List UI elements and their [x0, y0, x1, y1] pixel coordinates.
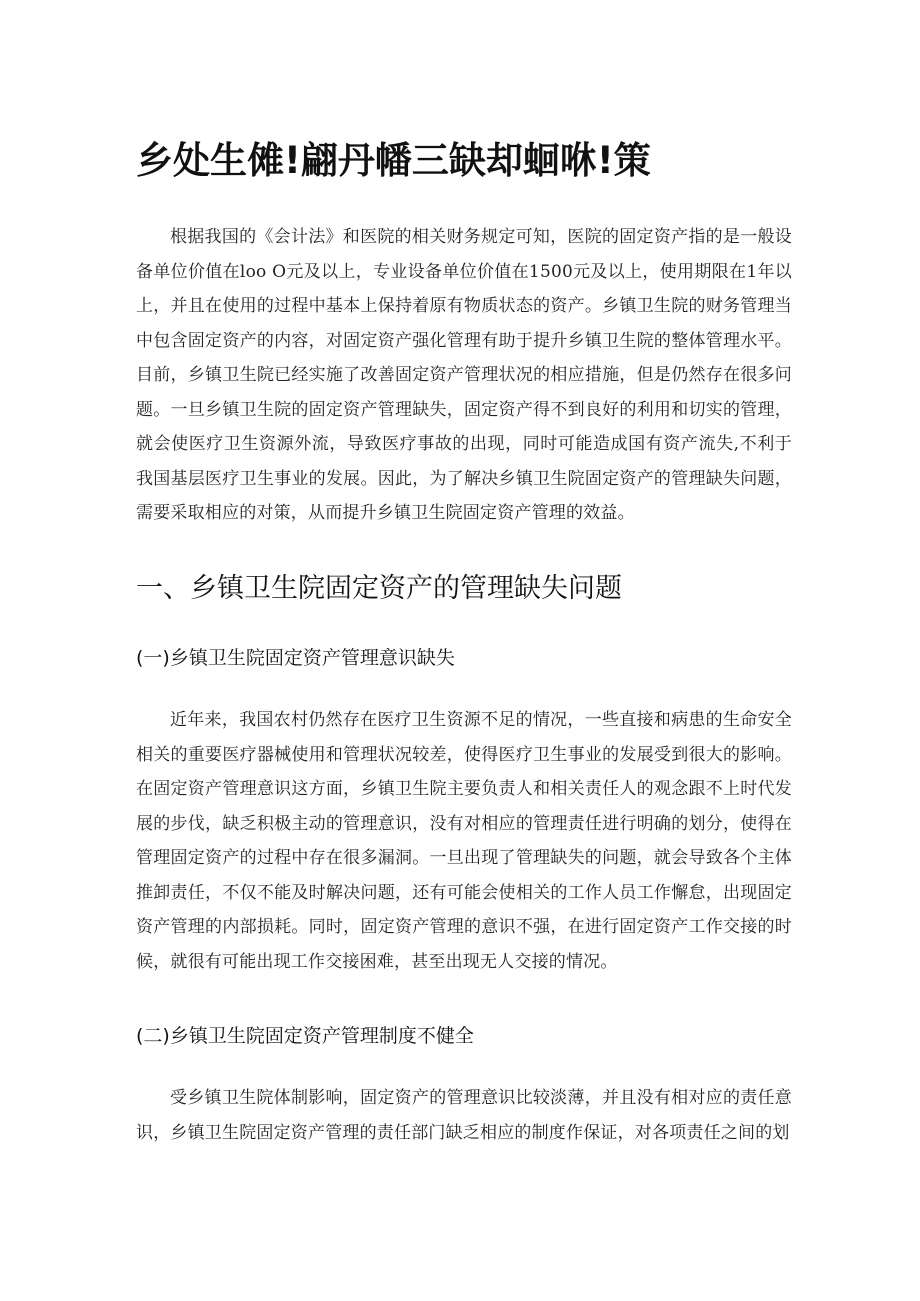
body-paragraph-awareness: 近年来，我国农村仍然存在医疗卫生资源不足的情况，一些直接和病患的生命安全相关的重要医疗器械使用和管理状况较差，使得医疗卫生事业的发展受到很大的影响。在固定资产管理意识这方面，乡镇卫生院主要负责人和相关责任人的观念跟不上时代发展的步伐，缺乏积极主动的管理意识，没有对相应的管理责任进行明确的划分，使得在管理固定资产的过程中存在很多漏洞。一旦出现了管理缺失的问题，就会导致各个主体推卸责任，不仅不能及时解决问题，还有可能会使相关的工作人员工作懈怠，出现固定资产管理的内部损耗。同时，固定资产管理的意识不强，在进行固定资产工作交接的时候，就很有可能出现工作交接困难，甚至出现无人交接的情况。	[136, 710, 792, 972]
document-title: 乡处生傩!翩丹幡三缺却蛔咻!策	[136, 139, 651, 182]
section-heading-1: 一、乡镇卫生院固定资产的管理缺失问题	[136, 573, 622, 604]
intro-paragraph: 根据我国的《会计法》和医院的相关财务规定可知，医院的固定资产指的是一般设备单位价值在loo O元及以上，专业设备单位价值在1500元及以上，使用期限在1年以上，并且在使用的过程中基本上保持着原有物质状态的资产。乡镇卫生院的财务管理当中包含固定资产的内容，对固定资产强化管理有助于提升乡镇卫生院的整体管理水平。目前，乡镇卫生院已经实施了改善固定资产管理状况的相应措施，但是仍然存在很多问题。一旦乡镇卫生院的固定资产管理缺失，固定资产得不到良好的利用和切实的管理，就会使医疗卫生资源外流，导致医疗事故的出现，同时可能造成国有资产流失,不利于我国基层医疗卫生事业的发展。因此，为了解决乡镇卫生院固定资产的管理缺失问题，需要采取相应的对策，从而提升乡镇卫生院固定资产管理的效益。	[136, 227, 792, 523]
body-paragraph-system: 受乡镇卫生院体制影响，固定资产的管理意识比较淡薄，并且没有相对应的责任意识，乡镇卫生院固定资产管理的责任部门缺乏相应的制度作保证，对各项责任之间的划	[136, 1088, 792, 1143]
subsection-heading-2: (二)乡镇卫生院固定资产管理制度不健全	[136, 1025, 474, 1047]
subsection-heading-1: (一)乡镇卫生院固定资产管理意识缺失	[136, 647, 455, 669]
